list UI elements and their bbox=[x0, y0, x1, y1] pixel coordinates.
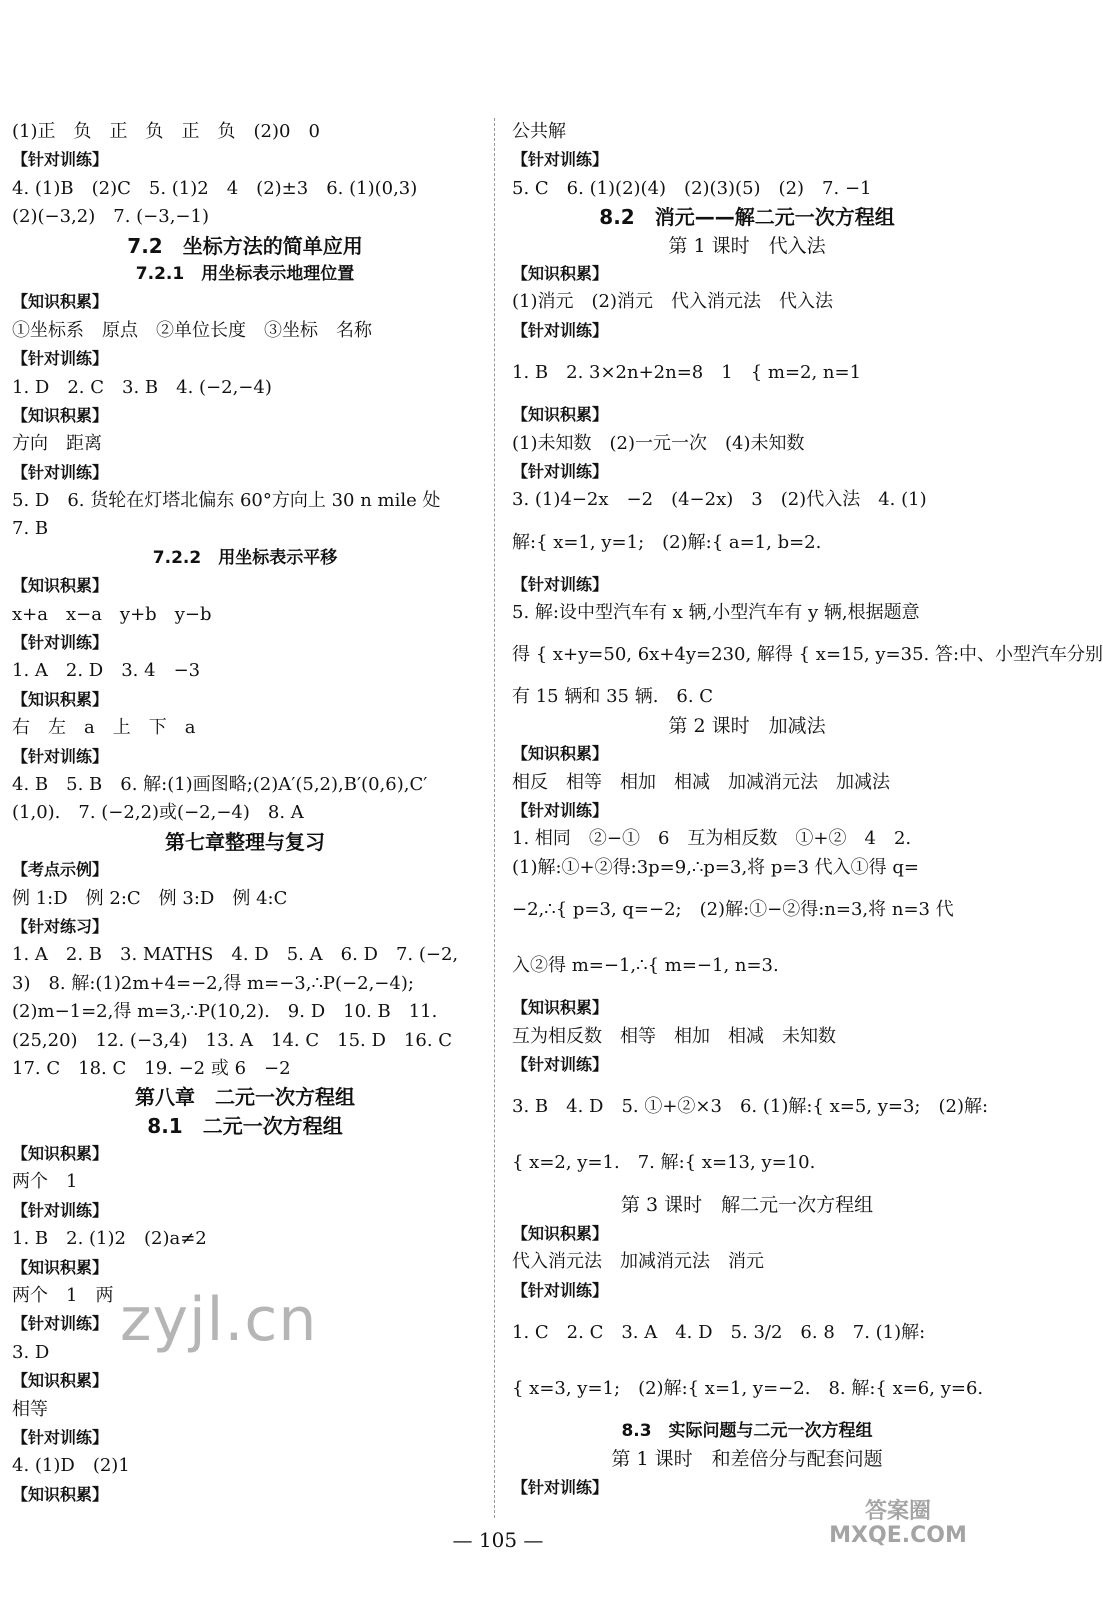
answer-line: 1. A 2. D 3. 4 −3 bbox=[12, 660, 201, 682]
answer-line: 3. D bbox=[12, 1341, 50, 1363]
section-label: 【针对练习】 bbox=[12, 916, 109, 936]
answer-line: 右 左 a 上 下 a bbox=[12, 717, 196, 739]
answer-line: (1)消元 (2)消元 代入消元法 代入法 bbox=[512, 291, 833, 313]
section-heading: 第 3 课时 解二元一次方程组 bbox=[620, 1194, 874, 1217]
section-heading: 7.2.2 用坐标表示平移 bbox=[152, 547, 338, 568]
column-divider bbox=[494, 118, 495, 1518]
answer-line: 得 { x+y=50, 6x+4y=230, 解得 { x=15, y=35. 答:中、小型汽车分别 bbox=[512, 644, 1103, 666]
answer-line: 17. C 18. C 19. −2 或 6 −2 bbox=[12, 1057, 291, 1079]
answer-line: 1. 相同 ②−① 6 互为相反数 ①+② 4 2. bbox=[512, 828, 912, 850]
answer-line: 1. C 2. C 3. A 4. D 5. 3/2 6. 8 7. (1)解: bbox=[512, 1321, 926, 1343]
answer-line: (1,0). 7. (−2,2)或(−2,−4) 8. A bbox=[12, 802, 304, 824]
section-label: 【针对训练】 bbox=[12, 1200, 109, 1220]
answer-line: 有 15 辆和 35 辆. 6. C bbox=[512, 686, 714, 708]
section-label: 【针对训练】 bbox=[512, 574, 609, 594]
section-label: 【针对训练】 bbox=[12, 349, 109, 369]
answer-line: 1. B 2. 3×2n+2n=8 1 { m=2, n=1 bbox=[512, 362, 862, 384]
section-label: 【针对训练】 bbox=[12, 150, 109, 170]
answer-line: 7. B bbox=[12, 518, 49, 540]
page-number: — 105 — bbox=[452, 1528, 544, 1552]
answer-line: 解:{ x=1, y=1; (2)解:{ a=1, b=2. bbox=[512, 531, 822, 553]
section-label: 【知识积累】 bbox=[12, 405, 109, 425]
answer-line: 3. B 4. D 5. ①+②×3 6. (1)解:{ x=5, y=3; (2)解: bbox=[512, 1096, 989, 1118]
section-label: 【针对训练】 bbox=[12, 1427, 109, 1447]
section-heading: 第八章 二元一次方程组 bbox=[135, 1085, 355, 1110]
answer-line: 1. B 2. (1)2 (2)a≠2 bbox=[12, 1228, 207, 1250]
section-label: 【针对训练】 bbox=[512, 1054, 609, 1074]
section-label: 【针对训练】 bbox=[12, 462, 109, 482]
section-label: 【知识积累】 bbox=[12, 1484, 109, 1504]
section-label: 【针对训练】 bbox=[12, 1314, 109, 1334]
answer-line: −2,∴{ p=3, q=−2; (2)解:①−②得:n=3,将 n=3 代 bbox=[512, 899, 954, 921]
answer-line: 3. (1)4−2x −2 (4−2x) 3 (2)代入法 4. (1) bbox=[512, 489, 927, 511]
answer-line: 相反 相等 相加 相减 加减消元法 加减法 bbox=[512, 771, 890, 793]
site-watermark: zyjl.cn bbox=[120, 1285, 318, 1355]
answer-line: { x=2, y=1. 7. 解:{ x=13, y=10. bbox=[512, 1152, 816, 1174]
answer-line: 5. 解:设中型汽车有 x 辆,小型汽车有 y 辆,根据题意 bbox=[512, 602, 920, 624]
section-label: 【针对训练】 bbox=[512, 1477, 609, 1497]
answer-line: (25,20) 12. (−3,4) 13. A 14. C 15. D 16. C bbox=[12, 1029, 453, 1051]
answer-line: (1)未知数 (2)一元一次 (4)未知数 bbox=[512, 432, 805, 454]
section-label: 【知识积累】 bbox=[12, 1257, 109, 1277]
section-heading: 8.3 实际问题与二元一次方程组 bbox=[621, 1420, 873, 1441]
section-heading: 7.2.1 用坐标表示地理位置 bbox=[135, 263, 355, 284]
answer-line: 公共解 bbox=[512, 121, 566, 142]
section-label: 【针对训练】 bbox=[12, 633, 109, 653]
section-label: 【知识积累】 bbox=[512, 405, 609, 425]
answer-line: 4. (1)B (2)C 5. (1)2 4 (2)±3 6. (1)(0,3) bbox=[12, 177, 418, 199]
answer-line: 相等 bbox=[12, 1398, 48, 1420]
answer-line: 互为相反数 相等 相加 相减 未知数 bbox=[512, 1025, 836, 1047]
answer-line: 5. D 6. 货轮在灯塔北偏东 60°方向上 30 n mile 处 bbox=[12, 490, 441, 512]
section-label: 【知识积累】 bbox=[512, 1223, 609, 1243]
answer-line: 例 1:D 例 2:C 例 3:D 例 4:C bbox=[12, 887, 288, 909]
answer-line: 1. A 2. B 3. MATHS 4. D 5. A 6. D 7. (−2, bbox=[12, 944, 459, 966]
section-label: 【针对训练】 bbox=[512, 801, 609, 821]
answer-line: 入②得 m=−1,∴{ m=−1, n=3. bbox=[512, 955, 779, 977]
section-label: 【知识积累】 bbox=[12, 1144, 109, 1164]
section-label: 【针对训练】 bbox=[512, 150, 609, 170]
section-heading: 7.2 坐标方法的简单应用 bbox=[127, 233, 363, 258]
section-label: 【知识积累】 bbox=[12, 576, 109, 596]
section-label: 【知识积累】 bbox=[12, 292, 109, 312]
section-heading: 第 2 课时 加减法 bbox=[668, 714, 826, 737]
answer-line: 4. B 5. B 6. 解:(1)画图略;(2)A′(5,2),B′(0,6),C′ bbox=[12, 773, 428, 795]
section-heading: 第七章整理与复习 bbox=[165, 829, 325, 854]
section-label: 【考点示例】 bbox=[12, 860, 109, 880]
section-label: 【针对训练】 bbox=[12, 746, 109, 766]
answer-line: 5. C 6. (1)(2)(4) (2)(3)(5) (2) 7. −1 bbox=[512, 177, 872, 199]
section-label: 【知识积累】 bbox=[512, 998, 609, 1018]
section-label: 【知识积累】 bbox=[12, 689, 109, 709]
right-column bbox=[512, 118, 1103, 1502]
answer-line: 方向 距离 bbox=[12, 433, 102, 455]
answer-line: 4. (1)D (2)1 bbox=[12, 1455, 130, 1477]
section-heading: 8.1 二元一次方程组 bbox=[147, 1113, 343, 1138]
answer-line: 两个 1 bbox=[12, 1171, 78, 1193]
answer-line: 代入消元法 加减消元法 消元 bbox=[512, 1251, 764, 1273]
answer-line: (1)正 负 正 负 正 负 (2)0 0 bbox=[12, 121, 320, 142]
answer-line: 3) 8. 解:(1)2m+4=−2,得 m=−3,∴P(−2,−4); bbox=[12, 972, 414, 994]
section-heading: 8.2 消元——解二元一次方程组 bbox=[599, 205, 895, 230]
answer-line: (1)解:①+②得:3p=9,∴p=3,将 p=3 代入①得 q= bbox=[512, 856, 919, 878]
answer-line: x+a x−a y+b y−b bbox=[12, 603, 212, 625]
section-label: 【针对训练】 bbox=[512, 1280, 609, 1300]
section-heading: 第 1 课时 代入法 bbox=[668, 234, 826, 257]
answer-line: ①坐标系 原点 ②单位长度 ③坐标 名称 bbox=[12, 319, 372, 341]
answer-line: { x=3, y=1; (2)解:{ x=1, y=−2. 8. 解:{ x=6, y=6. bbox=[512, 1377, 984, 1399]
answer-line: (2)(−3,2) 7. (−3,−1) bbox=[12, 206, 209, 228]
section-label: 【知识积累】 bbox=[512, 744, 609, 764]
section-label: 【知识积累】 bbox=[512, 263, 609, 283]
section-label: 【知识积累】 bbox=[12, 1371, 109, 1391]
logo-watermark: 答案圈 MXQE.COM bbox=[829, 1499, 967, 1548]
section-heading: 第 1 课时 和差倍分与配套问题 bbox=[611, 1448, 883, 1471]
section-label: 【针对训练】 bbox=[512, 320, 609, 340]
answer-line: 两个 1 两 bbox=[12, 1285, 114, 1307]
answer-line: (2)m−1=2,得 m=3,∴P(10,2). 9. D 10. B 11. bbox=[12, 1001, 438, 1023]
answer-line: 1. D 2. C 3. B 4. (−2,−4) bbox=[12, 376, 272, 398]
section-label: 【针对训练】 bbox=[512, 461, 609, 481]
